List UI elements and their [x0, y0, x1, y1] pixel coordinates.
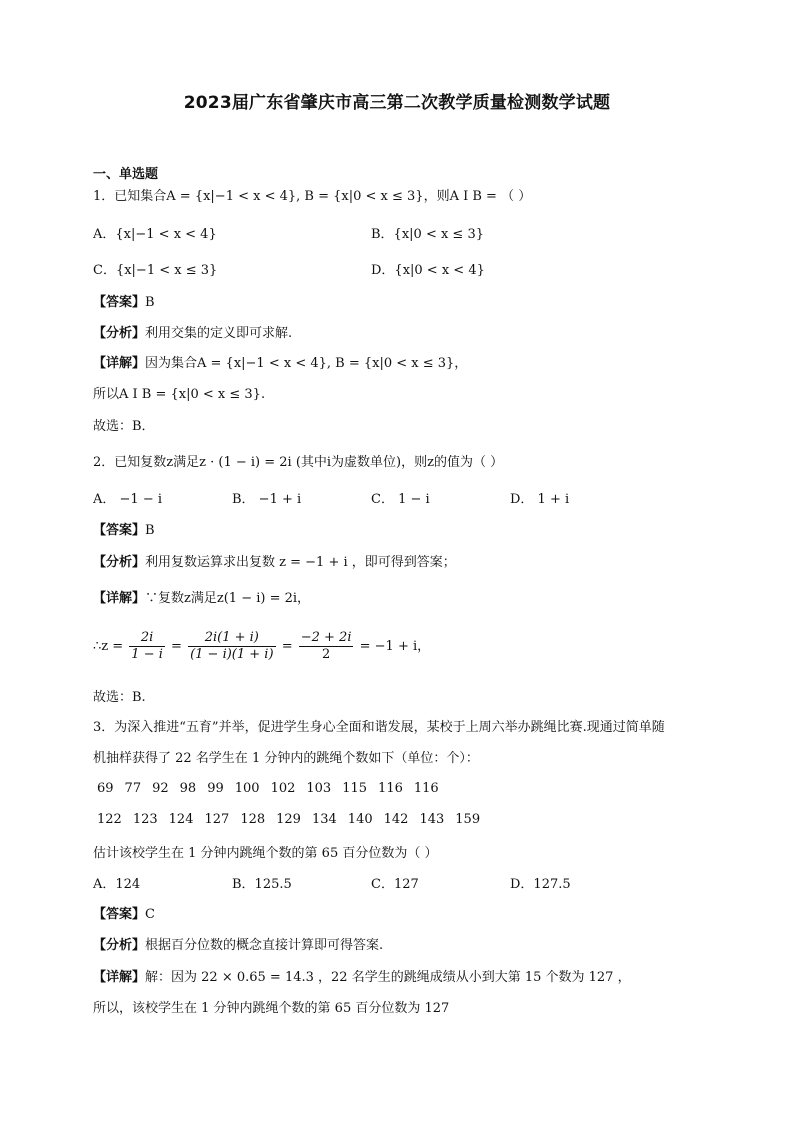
data-value: 116 — [378, 781, 403, 796]
fraction-denominator: 2 — [321, 647, 331, 662]
q3-stem-line1: 3．为深入推进“五育”并举，促进学生身心全面和谐发展，某校于上周六举办跳绳比赛.现通过简单随 — [93, 720, 665, 735]
q1-option-b: B．{x|0 < x ≤ 3} — [371, 227, 484, 242]
data-value: 98 — [179, 781, 197, 796]
data-value: 123 — [132, 812, 158, 827]
fraction-numerator: 2i — [129, 630, 165, 647]
data-value: 122 — [97, 812, 122, 827]
data-value: 103 — [306, 781, 332, 796]
data-value: 127 — [204, 812, 230, 827]
fraction-3 — [299, 630, 354, 663]
analysis-text: 利用复数运算求出复数 z = −1 + i ，即可得到答案； — [145, 555, 456, 570]
detail-tag: 【详解】 — [93, 970, 146, 985]
q1-detail — [93, 355, 467, 373]
data-value: 124 — [168, 812, 194, 827]
section-heading: 一、单选题 — [93, 167, 159, 182]
q3-option-b: B．125.5 — [232, 877, 292, 892]
q1-option-c: C．{x|−1 < x ≤ 3} — [93, 263, 218, 278]
eq-suffix: = −1 + i， — [359, 639, 431, 654]
data-value: 140 — [347, 812, 373, 827]
answer-value: C — [145, 907, 155, 922]
data-value: 159 — [455, 812, 481, 827]
fraction-numerator: −2 + 2i — [300, 630, 352, 645]
q3-stem-line2: 机抽样获得了 22 名学生在 1 分钟内的跳绳个数如下（单位：个）： — [93, 751, 479, 766]
detail-text: ∵复数z满足z(1 − i) = 2i， — [145, 591, 311, 606]
answer-value: B — [145, 523, 155, 538]
q3-detail — [93, 969, 631, 987]
q3-option-c: C．127 — [371, 877, 419, 892]
q3-option-d: D．127.5 — [510, 877, 571, 892]
q3-option-a: A．124 — [93, 877, 141, 892]
q2-option-d: D． 1 + i — [510, 492, 570, 507]
data-value: 100 — [234, 781, 260, 796]
data-value: 92 — [152, 781, 169, 796]
answer-value: B — [145, 295, 155, 310]
fraction-denominator: 1 − i — [131, 647, 163, 662]
data-value: 115 — [342, 781, 368, 796]
q2-option-b: B． −1 + i — [232, 492, 302, 507]
q1-stem: 1．已知集合A = {x|−1 < x < 4}, B = {x|0 < x ≤ 3}，则A I B = （ ） — [93, 189, 532, 204]
analysis-text: 利用交集的定义即可求解. — [145, 326, 293, 341]
data-value: 99 — [207, 781, 224, 796]
data-value: 134 — [311, 812, 337, 827]
q1-analysis — [93, 325, 292, 343]
q3-detail-line2: 所以，该校学生在 1 分钟内跳绳个数的第 65 百分位数为 127 — [93, 1001, 450, 1016]
data-value: 116 — [413, 781, 439, 796]
equals-sign: = — [281, 639, 293, 654]
q3-data-row2 — [97, 811, 491, 829]
q2-choose: 故选：B. — [93, 690, 146, 705]
detail-tag: 【详解】 — [93, 591, 146, 606]
data-value: 128 — [240, 812, 266, 827]
data-value: 142 — [383, 812, 409, 827]
q2-answer — [93, 522, 155, 540]
fraction-2 — [188, 630, 275, 663]
detail-text: 解：因为 22 × 0.65 = 14.3 ，22 名学生的跳绳成绩从小到大第 15 个数为 127 ， — [145, 970, 631, 985]
data-value: 129 — [276, 812, 301, 827]
q1-option-d: D．{x|0 < x < 4} — [371, 263, 485, 278]
data-value: 102 — [270, 781, 296, 796]
q1-answer — [93, 294, 155, 312]
q3-stem-line3: 估计该校学生在 1 分钟内跳绳个数的第 65 百分位数为（ ） — [93, 846, 438, 861]
analysis-tag: 【分析】 — [93, 555, 146, 570]
q2-option-a: A． −1 − i — [93, 492, 162, 507]
q3-data-row1 — [97, 780, 450, 798]
q3-analysis — [93, 937, 383, 955]
q2-equation — [93, 630, 430, 663]
q1-choose: 故选：B． — [93, 419, 155, 434]
data-value: 69 — [97, 781, 114, 796]
answer-tag: 【答案】 — [93, 523, 146, 538]
detail-tag: 【详解】 — [93, 356, 146, 371]
q2-option-c: C． 1 − i — [371, 492, 430, 507]
q3-answer — [93, 906, 155, 924]
equals-sign: = — [171, 639, 182, 654]
analysis-tag: 【分析】 — [93, 326, 146, 341]
answer-tag: 【答案】 — [93, 295, 146, 310]
answer-tag: 【答案】 — [93, 907, 146, 922]
eq-prefix: ∴z = — [93, 639, 124, 654]
q2-detail — [93, 590, 310, 608]
analysis-tag: 【分析】 — [93, 938, 146, 953]
page-title: 2023届广东省肇庆市高三第二次教学质量检测数学试题 — [183, 93, 611, 113]
q2-stem: 2．已知复数z满足z · (1 − i) = 2i (其中i为虚数单位)，则z的值为（ ） — [93, 455, 504, 470]
fraction-numerator: 2i(1 + i) — [188, 630, 275, 647]
fraction-denominator: (1 − i)(1 + i) — [190, 647, 274, 662]
data-value: 77 — [124, 781, 142, 796]
analysis-text: 根据百分位数的概念直接计算即可得答案. — [145, 938, 384, 953]
detail-text: 因为集合A = {x|−1 < x < 4}, B = {x|0 < x ≤ 3}， — [145, 356, 468, 371]
q1-detail-line2: 所以A I B = {x|0 < x ≤ 3}. — [93, 387, 266, 402]
data-value: 143 — [419, 812, 445, 827]
q2-analysis — [93, 554, 456, 572]
fraction-1 — [129, 630, 165, 663]
q1-option-a: A．{x|−1 < x < 4} — [93, 227, 217, 242]
